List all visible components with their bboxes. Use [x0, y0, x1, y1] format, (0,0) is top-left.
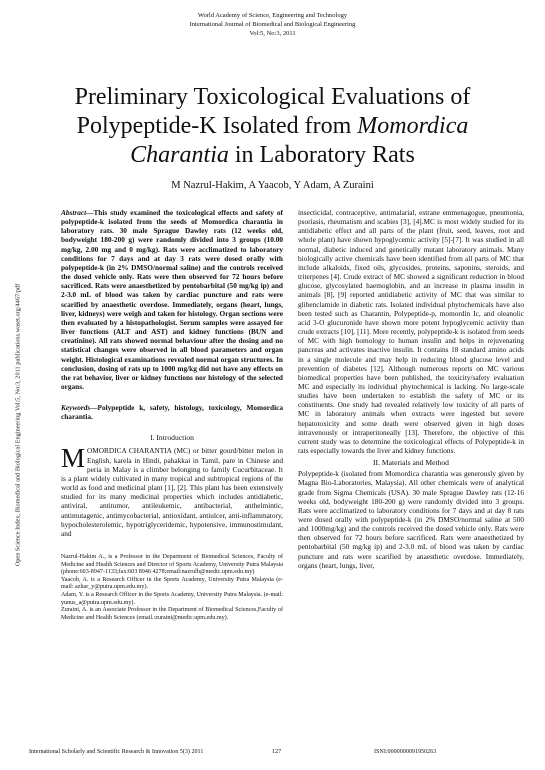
footer-isni: ISNI:0000000091950263	[374, 749, 437, 755]
keywords-text: —Polypeptide k, safety, histology, toxicology, Momordica charantia.	[61, 403, 283, 422]
journal-header	[0, 11, 545, 38]
methods-heading: II. Materials and Method	[373, 458, 449, 468]
intro-paragraph	[61, 443, 283, 538]
title-part-2: in Laboratory Rats	[228, 142, 415, 168]
abstract-label: Abstract	[61, 208, 87, 217]
footer-journal: International Scholarly and Scientific Research & Innovation 5(3) 2011	[29, 749, 204, 755]
title-part-1: Preliminary Toxicological Evaluations of Polypeptide-K Isolated from	[74, 84, 471, 139]
keywords-label: Keywords	[61, 403, 91, 413]
abstract	[61, 208, 283, 391]
page-number: 127	[272, 749, 282, 755]
author-note: Zuraini, A. is an Associate Professor in the Department of Biomedical Sciences,Faculty of Medicine and Health Sciences (email.:zuraini@medic.upm.edu.my).	[61, 607, 283, 621]
header-line-3: Vol:5, No:3, 2011	[249, 30, 296, 37]
right-column	[298, 208, 524, 570]
intro-heading: I. Introduction	[150, 433, 194, 443]
side-margin-text: Open Science Index, Biomedical and Biological Engineering Vol:5, No:3, 2011 publications.waset.org/4467/pdf	[14, 283, 22, 567]
author-notes	[61, 554, 283, 622]
header-line-1: World Academy of Science, Engineering and Technology	[197, 12, 348, 19]
side-margin	[13, 205, 23, 645]
author-note: Yaacob, A. is a Research Officer in the Sports Academy, University Putra Malaysia (e-mail: azhar_y@putra.upm.edu.my).	[61, 576, 283, 591]
header-line-2: International Journal of Biomedical and Biological Engineering	[189, 21, 356, 28]
abstract-text: —This study examined the toxicological effects and safety of polypeptide-k isolated from the seeds of Momordica charantia in laboratory rats. 30 male Sprague Dawley rats (12 weeks old, bodyweight 180-200 g) were randomly divided into 3 groups (10.00 mg/kg, 2.00 mg and 0 mg/kg). Rats were acclimatized to laboratory conditions for 7 days and at day 3 rats were dosed orally with polypeptide-k (in 2% DMSO/normal saline) and the controls received the dosed vehicle only. Rats were then observed for 72 hours before sacrificed. Rats were anaesthetized by pentobarbital (50 mg/kg ip) and 2-3.0 mL of blood was taken by cardiac puncture and rats were scarified by anaesthetic overdose. Immediately, organs (heart, lungs, liver, kidneys) were weigh and taken for histology. Organ sections were then evaluated by a histopathologist. Serum samples were assayed for liver functions (ALT and AST) and kidney functions (BUN and creatinine). All rats showed normal behaviour after the dosing and no statistical changes were observed in all blood parameters and organ weight. Histological examinations revealed normal organ structures. In conclusion, dosing of rats up to 1000 mg/kg did not have any effects on the rat behavior, liver or kidney functions nor histology of the selected organs.	[61, 208, 283, 391]
intro-text: OMORDICA CHARANTIA (MC) or bitter gourd/bitter melon in English, karela in Hindi, pahakkai in Tamil, pare in Chinese and peria in Malay is a climber belonging to family Cucurbitaceae. It is a plant widely cultivated in many tropical and subtropical regions of the world as food and medicinal plant [1], [2]. This plant has been extensively studied for its many medicinal properties which includes antidiabetic, antiviral, antitumor, antileukemic, antibacterial, anthelmintic, antimutagenic, antimycobacterial, antioxidant, antiulcer, anti-inflammatory, hypocholesterolemic, hypotriglyceridemic, hypotensive, immunostimulant, and	[61, 446, 283, 538]
paper-title	[40, 83, 505, 170]
left-column	[61, 208, 283, 622]
author-note: Adam, Y. is a Research Officer in the Sports Academy, University Putra Malaysia. (e-mail: yunus_a@putra.upm.edu.my).	[61, 591, 283, 606]
drop-cap: M	[61, 443, 86, 474]
keywords	[61, 403, 283, 421]
methods-paragraph: Polypeptide-k (isolated from Momordica charantia was generously given by Magna Bio-Laboratories, Malaysia). All other chemicals were of analytical grade from Sigma Chemicals (USA). 30 male Sprague Dawley rats (12-16 weeks old, bodyweight 180-200 g) were randomly divided into 3 groups. Rats were acclimatized to laboratory conditions for 7 days and at day 8 rats were dosed orally with polypeptide-k (in 2% DMSO/normal saline at 500 and 1000mg/kg) and the controls received the dosed vehicle only. Rats were then observed for 72 hours before sacrificed. Rats were anaesthetized by pentobarbital (50 mg/kg ip) and 2-3.0 mL of blood was taken by cardiac puncture and rats were scarified by anaesthetic overdose. Immediately, organs (heart, lungs, liver,	[298, 469, 524, 570]
title-italic: Momordica Charantia	[130, 113, 469, 168]
author-note: Nazrul-Hakim A., is a Professor in the Department of Biomedical Sciences, Faculty of Medicine and Health Sciences and Director of Sports Academy, University Putra Malaysia (phone:603-8947-1133;fax:603 8946 4278;email:nazrulh@medic.upm.edu.my)	[61, 554, 283, 576]
intro-continued: insecticidal, contraceptive, antimalarial, estrane emmenagogue, pneumonia, psoriasis, rheumatism and scabies [3], [4].MC is most widely studied for its antidiabetic effect and all parts of the plant (fruit, seed, leaves, root and whole plant) have shown hypoglycemic activity [5]-[7]. It was studied in all normal, diabetic induced and genetically mutant laboratory animals. Many biologically active chemicals have been identified from all parts of MC that include alkaloids, fixed oils, glycosides, proteins, saponins, steroids, and triterpenes [4]. Crude extract of MC showed a significant reduction in blood glucose, glycosylated haemoglobin, and an increase in plasma insulin in animals [8], [9] reported antidiabetic activity of MC that was similar to glibenclamide in diabetic rats. Isolated individual phytochemicals have also been tested such as Charantin, Polypeptide-p, momordin Ic, and oleanolic acid 3-O glucuronide have shown more potent hypoglycemic activity than crude extracts [10], [11]. More recently, polypeptide-k is isolated from seeds of MC with high homology to human insulin and helps in rejuvenating pancreas and activates inactive insulin. It contains 18 standard amino acids in a single molecule and may help in reducing blood glucose level and prevention of diabetes [12]. Although numerous reports on MC various biomedical properties have been published, the toxicity/safety evaluation MC and especially its individual phytochemical is lacking. No large-scale studies have been undertaken to establish the safety of MC or its constituents. One study had revealed relatively low toxicity of all parts of MC in laboratory animals when extracts were ingested but severe hepatotoxicity and some death were observed given in high doses intravenously or intraperitoneally [13]. Therefore, the objective of this current study was to determine the toxicological effects of Polypeptide-k in rats especially towards the liver and kidney functions.	[298, 208, 524, 456]
author-list: M Nazrul-Hakim, A Yaacob, Y Adam, A Zuraini	[171, 180, 374, 191]
